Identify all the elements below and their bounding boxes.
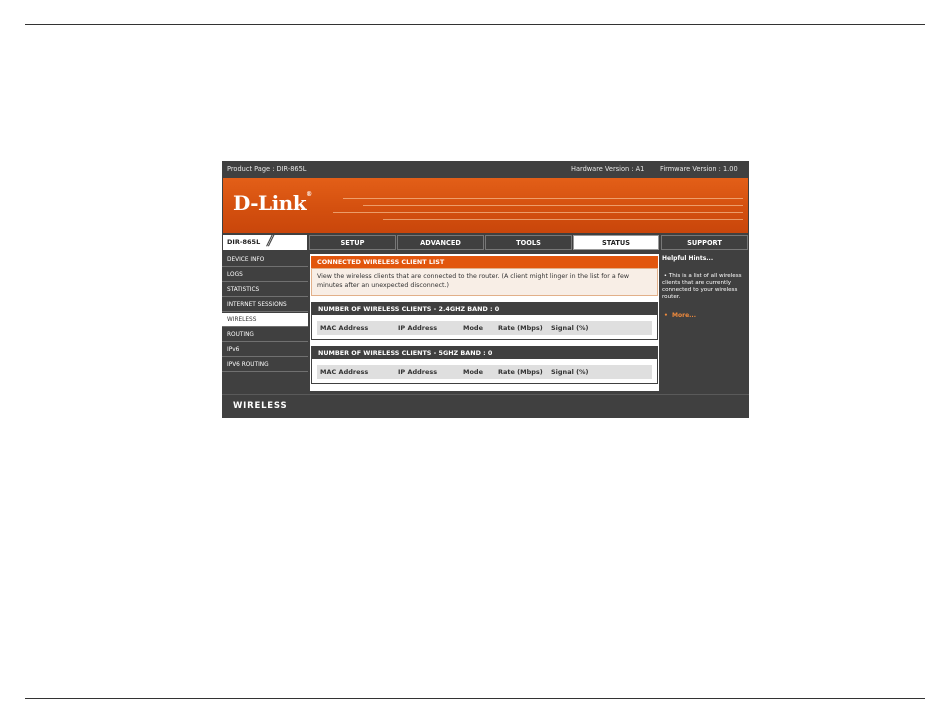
table-header [317,321,652,335]
main-content [310,254,659,391]
bottom-rule [25,698,925,699]
model-label [223,235,307,250]
tab-advanced[interactable] [397,235,484,250]
sidebar-item-wireless[interactable] [222,313,308,327]
bullet-icon: • [662,273,669,279]
clients-5ghz-section [311,346,658,384]
section-title: NUMBER OF WIRELESS CLIENTS - 2.4GHZ BAND : 0 [312,303,657,315]
sidebar-item-statistics[interactable] [222,283,308,297]
col-mode: Mode [463,324,483,332]
more-link-label: More... [672,312,696,319]
page-description: View the wireless clients that are connected to the router. (A client might linger in the list for a few minutes after an unexpected disconnect.) [311,268,658,296]
clients-24ghz-section [311,302,658,340]
logo-text: D-Link [233,191,307,215]
col-ip-address: IP Address [398,324,438,332]
sidebar-item-ipv6-routing[interactable] [222,358,308,372]
hints-text: This is a list of all wireless clients that are currently connected to your wireless router. [662,273,742,300]
sidebar-item-internet-sessions[interactable] [222,298,308,312]
page-title: CONNECTED WIRELESS CLIENT LIST [311,256,658,268]
helpful-hints-panel [661,254,748,391]
tab-label: SUPPORT [687,239,722,247]
tab-setup[interactable] [309,235,396,250]
dlink-logo: D-Link® [233,191,312,215]
hints-body [662,273,746,301]
top-info-bar [222,161,749,177]
sidebar-item-ipv6[interactable] [222,343,308,357]
tab-label: ADVANCED [420,239,461,247]
bullet-icon: • [664,312,673,319]
sidebar-item-label: STATISTICS [227,287,260,293]
tab-status[interactable] [573,235,659,250]
col-signal: Signal (%) [551,324,589,332]
footer-label: WIRELESS [233,401,288,411]
firmware-version: Firmware Version : 1.00 [660,165,738,173]
hints-title: Helpful Hints... [662,255,714,262]
sidebar [222,253,308,373]
router-admin-window [222,161,749,418]
col-mode: Mode [463,368,483,376]
sidebar-item-label: DEVICE INFO [227,257,265,263]
product-page-label: Product Page : DIR-865L [227,165,307,173]
tab-label: SETUP [340,239,365,247]
col-rate: Rate (Mbps) [498,324,543,332]
hardware-version: Hardware Version : A1 [571,165,645,173]
sidebar-item-label: IPV6 ROUTING [227,362,269,368]
sidebar-item-routing[interactable] [222,328,308,342]
col-mac-address: MAC Address [320,368,369,376]
slash-divider-icon: // [267,233,271,249]
model-name: DIR-865L [227,238,261,246]
tab-label: TOOLS [516,239,541,247]
sidebar-item-device-info[interactable] [222,253,308,267]
section-title: NUMBER OF WIRELESS CLIENTS - 5GHZ BAND : 0 [312,347,657,359]
col-signal: Signal (%) [551,368,589,376]
col-mac-address: MAC Address [320,324,369,332]
sidebar-item-label: IPv6 [227,347,240,353]
sidebar-item-logs[interactable] [222,268,308,282]
tab-label: STATUS [602,239,630,247]
tab-tools[interactable] [485,235,572,250]
sidebar-item-label: INTERNET SESSIONS [227,302,287,308]
col-rate: Rate (Mbps) [498,368,543,376]
tab-support[interactable] [661,235,748,250]
top-rule [25,24,925,25]
footer-bar [222,394,749,418]
sidebar-item-label: WIRELESS [227,317,257,323]
brand-banner [223,178,748,233]
sidebar-item-label: ROUTING [227,332,254,338]
nav-row [222,234,749,251]
more-link[interactable] [664,312,696,319]
sidebar-item-label: LOGS [227,272,243,278]
col-ip-address: IP Address [398,368,438,376]
table-header [317,365,652,379]
